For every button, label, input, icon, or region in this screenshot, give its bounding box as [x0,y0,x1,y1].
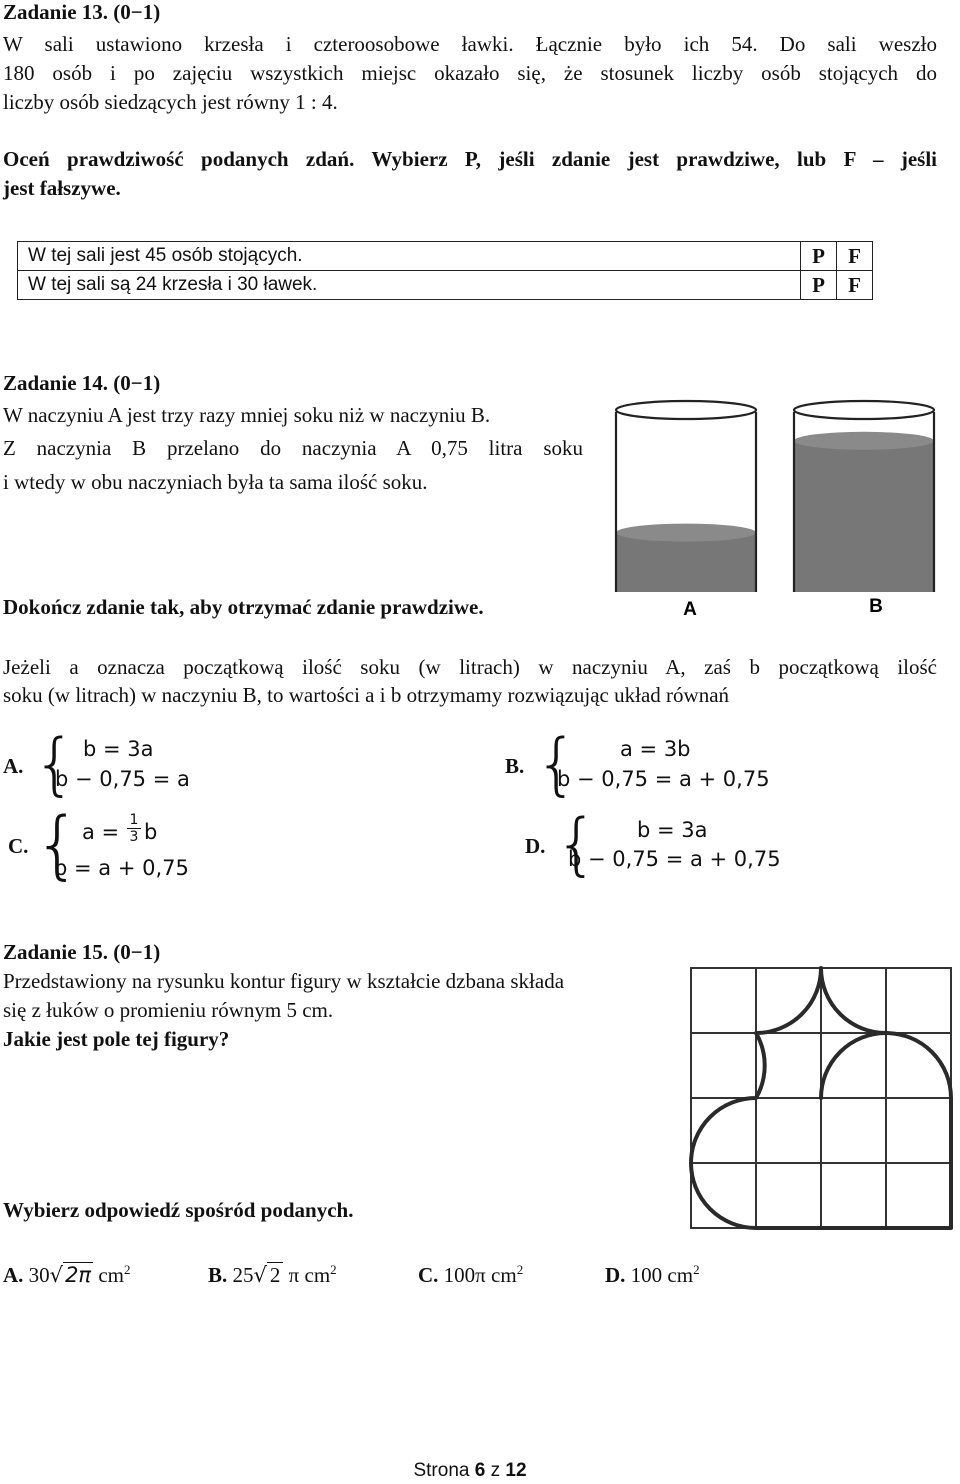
option-a-eq2: b − 0,75 = a [55,767,190,791]
option-p-1[interactable]: P [801,242,837,271]
answer-c-exponent: 2 [516,1262,524,1277]
option-f-1[interactable]: F [837,242,873,271]
answer-c-letter: C. [418,1263,439,1287]
answer-a[interactable] [3,1256,130,1288]
answer-a-coefficient: 30 [28,1263,50,1287]
answer-c-value: 100π cm [443,1263,517,1287]
option-c-eq2: b = a + 0,75 [54,856,189,880]
option-b-letter: B. [505,754,525,778]
container-b [794,401,934,592]
fraction-denominator: 3 [127,828,141,845]
option-b-eq1: a = 3b [620,737,691,761]
answer-b[interactable] [208,1256,337,1288]
answer-b-exponent: 2 [330,1262,337,1277]
answer-a-exponent: 2 [123,1262,131,1277]
statement-2: W tej sali są 24 krzesła i 30 ławek. [18,271,801,300]
option-c-eq1-lhs: a = [82,820,120,844]
answer-d[interactable] [605,1256,700,1288]
answer-d-exponent: 2 [693,1262,700,1277]
answer-a-unit: cm [98,1263,124,1287]
table-row [18,271,873,300]
task15-text-line1: Przedstawiony na rysunku kontur figury w kształcie dzbana składa [3,969,565,993]
option-d-eq2: b − 0,75 = a + 0,75 [568,847,781,871]
task13-text-line2: 180 osób i po zajęciu wszystkich miejsc okazało się, że stosunek liczby osób stojących do [3,61,937,85]
task14-body-line1: Jeżeli a oznacza początkową ilość soku (w litrach) w naczyniu A, zaś b początkową ilość [3,655,937,679]
option-f-2[interactable]: F [837,271,873,300]
option-d-letter: D. [525,834,546,858]
containers-figure [600,392,940,622]
answer-d-value: 100 cm [630,1263,694,1287]
option-c[interactable] [8,802,308,888]
footer-prefix: Strona [413,1460,475,1481]
task14-text-line3: i wtedy w obu naczyniach była ta sama ilość soku. [3,470,428,494]
answer-d-letter: D. [605,1263,626,1287]
option-c-letter: C. [8,834,29,858]
container-label-a: A [683,599,697,620]
page-footer [0,1460,940,1482]
task13-instruction-line2: jest fałszywe. [3,176,121,200]
task13-text-line1: W sali ustawiono krzesła i czteroosobowe ławki. Łącznie było ich 54. Do sali weszło [3,32,937,56]
answer-a-letter: A. [3,1263,24,1287]
option-a[interactable] [3,725,303,805]
container-label-b: B [869,596,883,617]
task13-title: Zadanie 13. (0−1) [3,0,161,24]
juice-surface-b [794,432,934,450]
answer-b-coefficient: 25 [232,1263,254,1287]
answer-b-letter: B. [208,1263,228,1287]
option-a-letter: A. [3,754,24,778]
task14-title: Zadanie 14. (0−1) [3,371,161,395]
task13-instruction-line1: Oceń prawdziwość podanych zdań. Wybierz P, jeśli zdanie jest prawdziwe, lub F – jeśli [3,147,937,171]
fraction [127,812,141,845]
sqrt-icon: √ [253,1263,267,1287]
container-a [616,401,756,592]
answer-c[interactable] [418,1256,523,1288]
jug-figure [688,965,954,1231]
task14-instruction: Dokończ zdanie tak, aby otrzymać zdanie prawdziwe. [3,595,484,619]
brace-icon: { [535,725,579,804]
rim-a [616,401,756,419]
juice-surface-a [616,524,756,542]
juice-b [794,441,934,592]
option-c-eq1-var: b [144,820,158,844]
rim-b [794,401,934,419]
option-d-eq1: b = 3a [637,818,708,842]
footer-page-number: 6 [474,1460,486,1481]
task14-body-line2: soku (w litrach) w naczyniu B, to wartości a i b otrzymamy rozwiązując układ równań [3,683,730,707]
task13-text-line3: liczby osób siedzących jest równy 1 : 4. [3,90,338,114]
option-d[interactable] [525,805,825,885]
answer-a-radicand: 2π [65,1263,92,1287]
statement-1: W tej sali jest 45 osób stojących. [18,242,801,271]
footer-page-total: 12 [505,1460,527,1481]
fraction-numerator: 1 [129,812,139,828]
option-b[interactable] [505,725,805,805]
brace-icon: { [34,802,82,888]
true-false-table [17,241,873,300]
answer-b-unit: π cm [288,1263,331,1287]
brace-icon: { [555,805,599,884]
table-row [18,242,873,271]
answer-b-radicand: 2 [267,1262,284,1287]
option-a-eq1: b = 3a [83,737,154,761]
option-b-eq2: b − 0,75 = a + 0,75 [557,767,770,791]
task15-title: Zadanie 15. (0−1) [3,940,161,964]
task14-text-line2: Z naczynia B przelano do naczynia A 0,75 litra soku [3,436,583,460]
task15-instruction: Wybierz odpowiedź spośród podanych. [3,1198,354,1222]
task14-text-line1: W naczyniu A jest trzy razy mniej soku niż w naczyniu B. [3,403,491,427]
task15-text-line2: się z łuków o promieniu równym 5 cm. [3,998,334,1022]
task15-question: Jakie jest pole tej figury? [3,1027,230,1051]
footer-mid: z [485,1460,506,1481]
option-p-2[interactable]: P [801,271,837,300]
brace-icon: { [33,725,77,804]
sqrt-icon: √ [49,1263,64,1287]
